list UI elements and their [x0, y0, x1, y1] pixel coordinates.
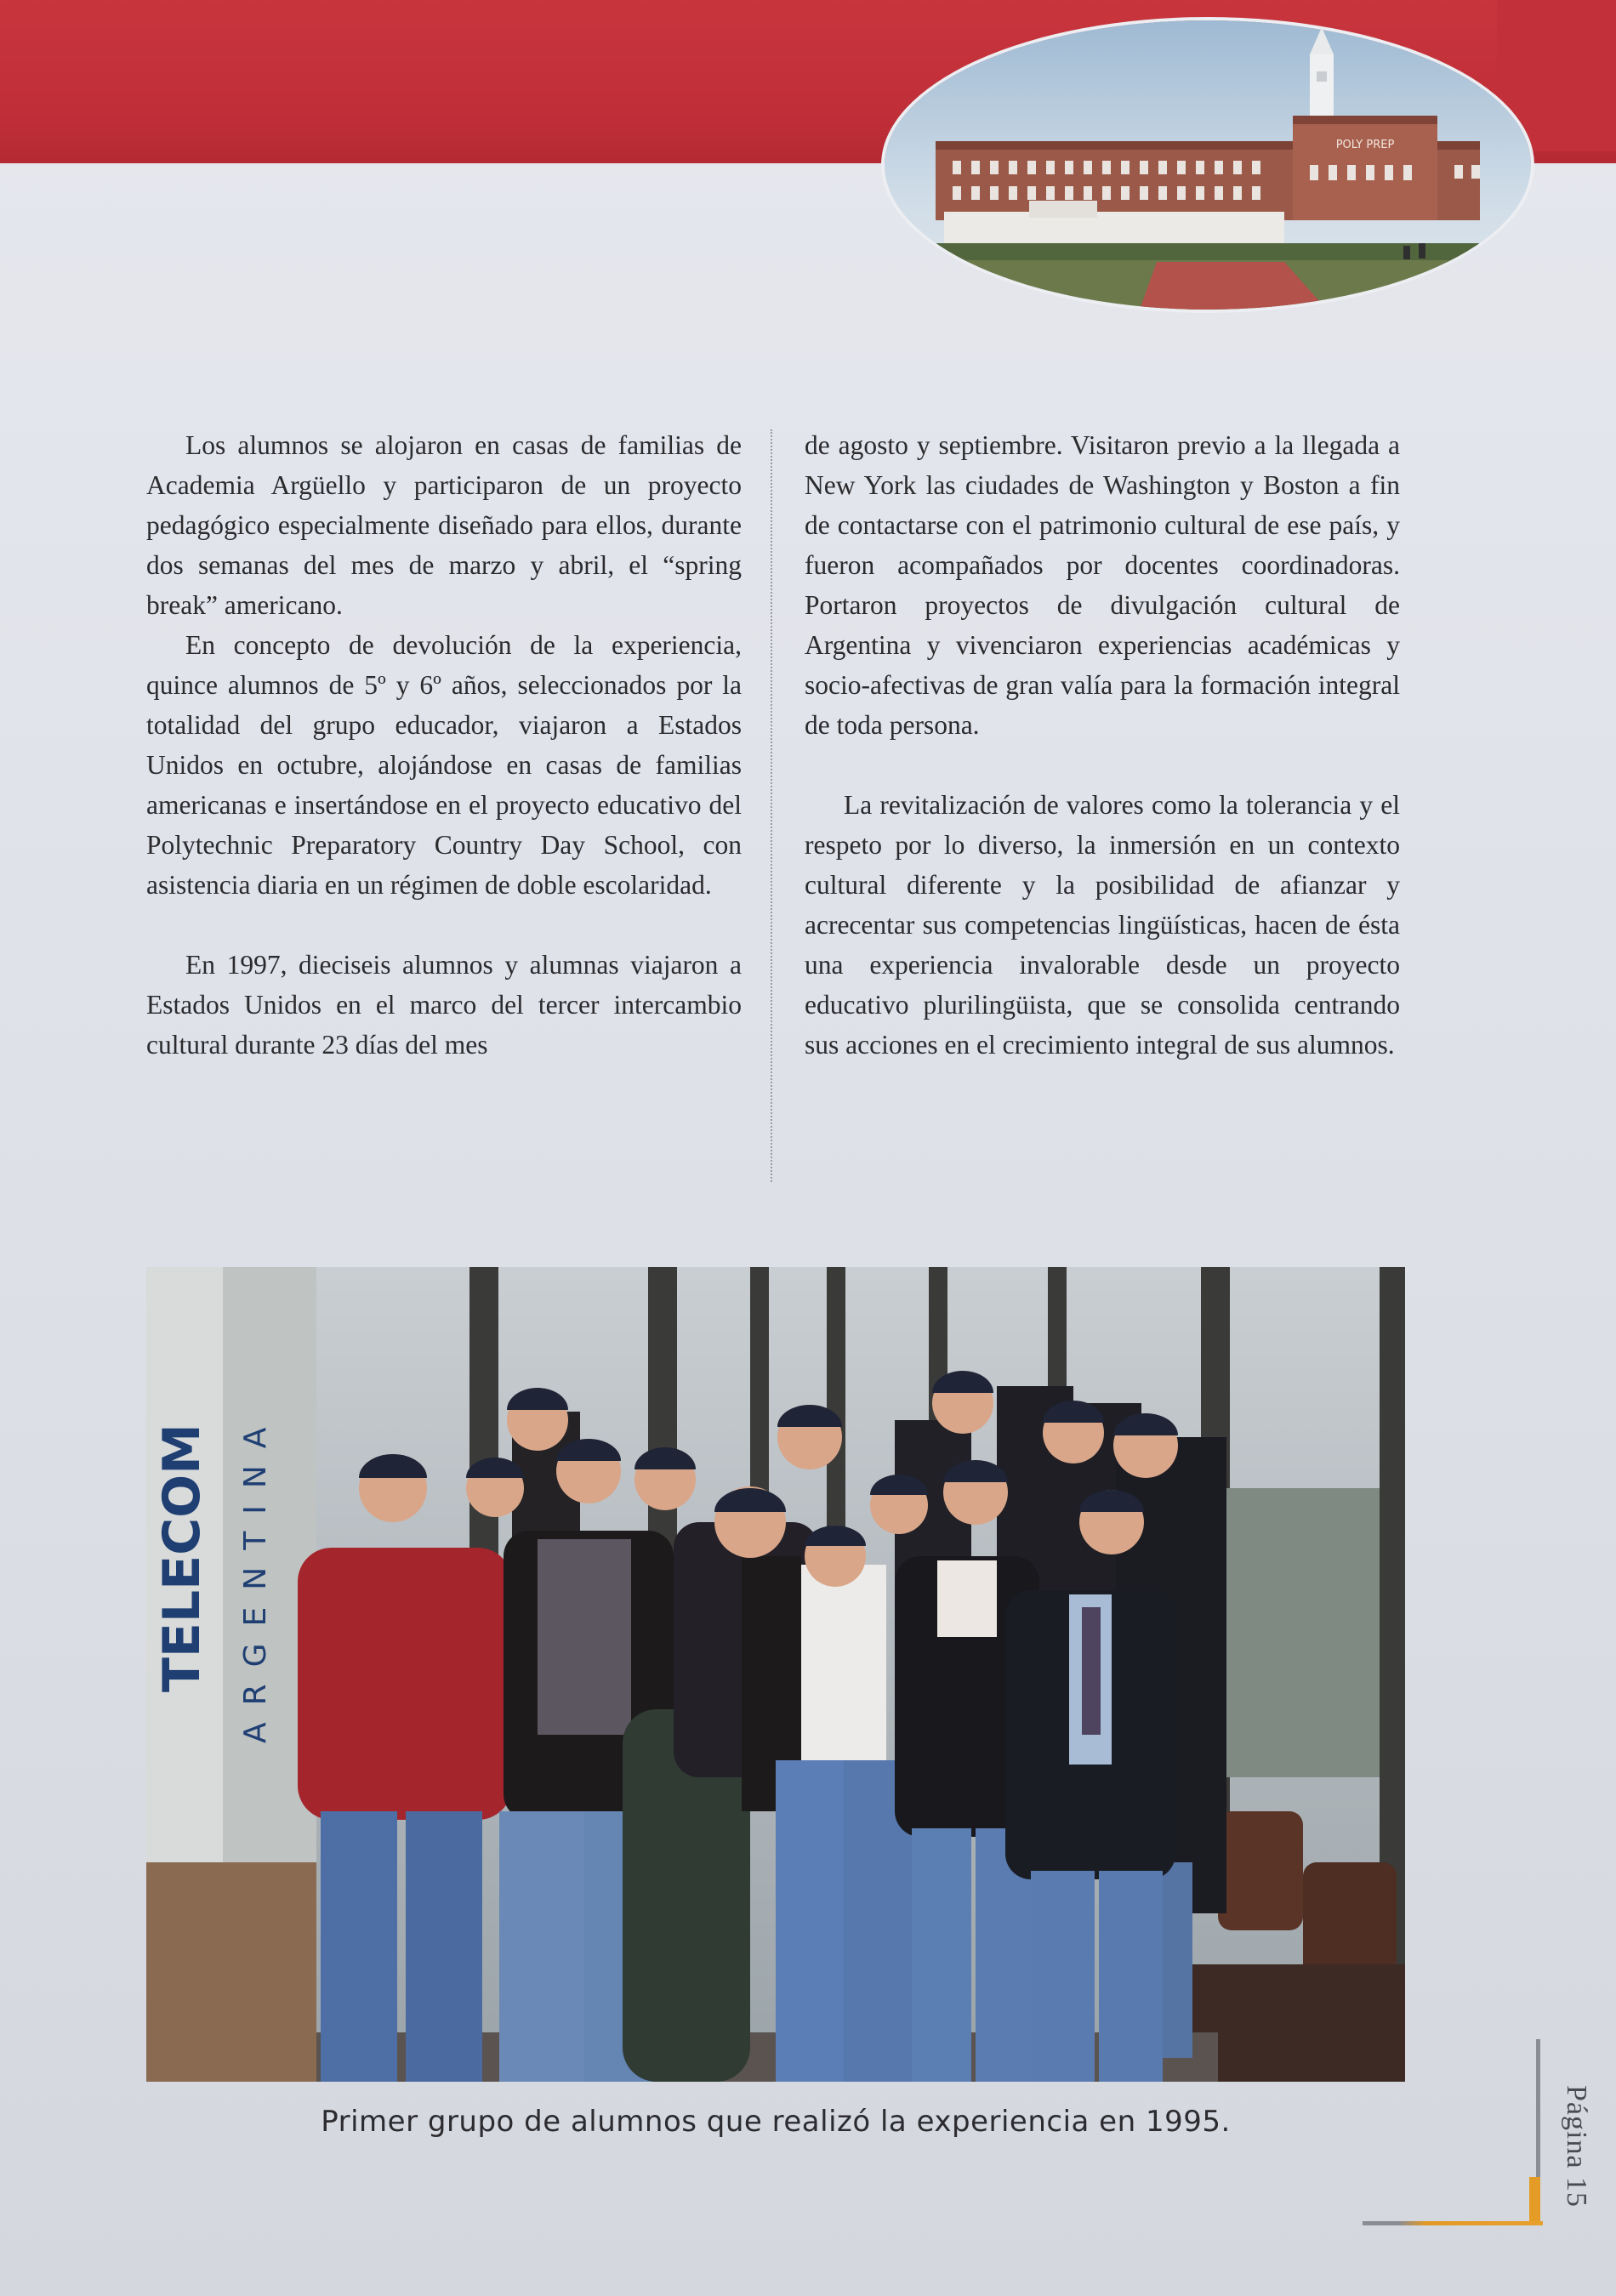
school-building-photo: [885, 20, 1531, 310]
page-corner-accent: [1529, 2177, 1540, 2225]
page-number: Página 15: [1561, 2085, 1592, 2208]
right-paragraph-1: de agosto y septiembre. Visitaron previo a la llegada a New York las ciudades de Washington y Boston a fin de contactarse con el patrimonio cultural de ese país, y fueron acompañados por docentes coordinadoras. Portaron proyectos de divulgación cultural de Argentina y vivenciaron experiencias académicas y socio-afectivas de gran valía para la formación integral de toda persona.: [805, 430, 1400, 740]
column-divider: [771, 429, 772, 1182]
page-corner-horizontal: [1363, 2221, 1543, 2225]
left-paragraph-1: Los alumnos se alojaron en casas de familias de Academia Argüello y participaron de un proyecto pedagógico especialmente diseñado para ellos, durante dos semanas del mes de marzo y abril, el “spring break” americano.: [146, 430, 742, 620]
telecom-banner-text: TELECOM: [152, 1424, 212, 1692]
photo-caption: Primer grupo de alumnos que realizó la experiencia en 1995.: [321, 2105, 1231, 2139]
group-photo: [146, 1267, 1405, 2082]
right-text-column: [805, 425, 1400, 1065]
right-paragraph-2: La revitalización de valores como la tolerancia y el respeto por lo diverso, la inmersión en un contexto cultural diferente y la posibilidad de afianzar y acrecentar sus competencias lingüísticas, hacen de ésta una experiencia invalorable desde un proyecto educativo plurilingüista, que se consolida centrando sus acciones en el crecimiento integral de sus alumnos.: [805, 790, 1400, 1060]
poly-prep-sign: POLY PREP: [1335, 139, 1395, 151]
telecom-banner-subtext: ARGENTINA: [238, 1410, 273, 1743]
left-paragraph-2: En concepto de devolución de la experiencia, quince alumnos de 5º y 6º años, seleccionados por la totalidad del grupo educador, viajaron a Estados Unidos en octubre, alojándose en casas de familias americanas e insertándose en el proyecto educativo del Polytechnic Preparatory Country Day School, con asistencia diaria en un régimen de doble escolaridad.: [146, 630, 742, 900]
left-paragraph-3: En 1997, dieciseis alumnos y alumnas viajaron a Estados Unidos en el marco del tercer intercambio cultural durante 23 días del mes: [146, 950, 742, 1060]
left-text-column: [146, 425, 742, 1065]
